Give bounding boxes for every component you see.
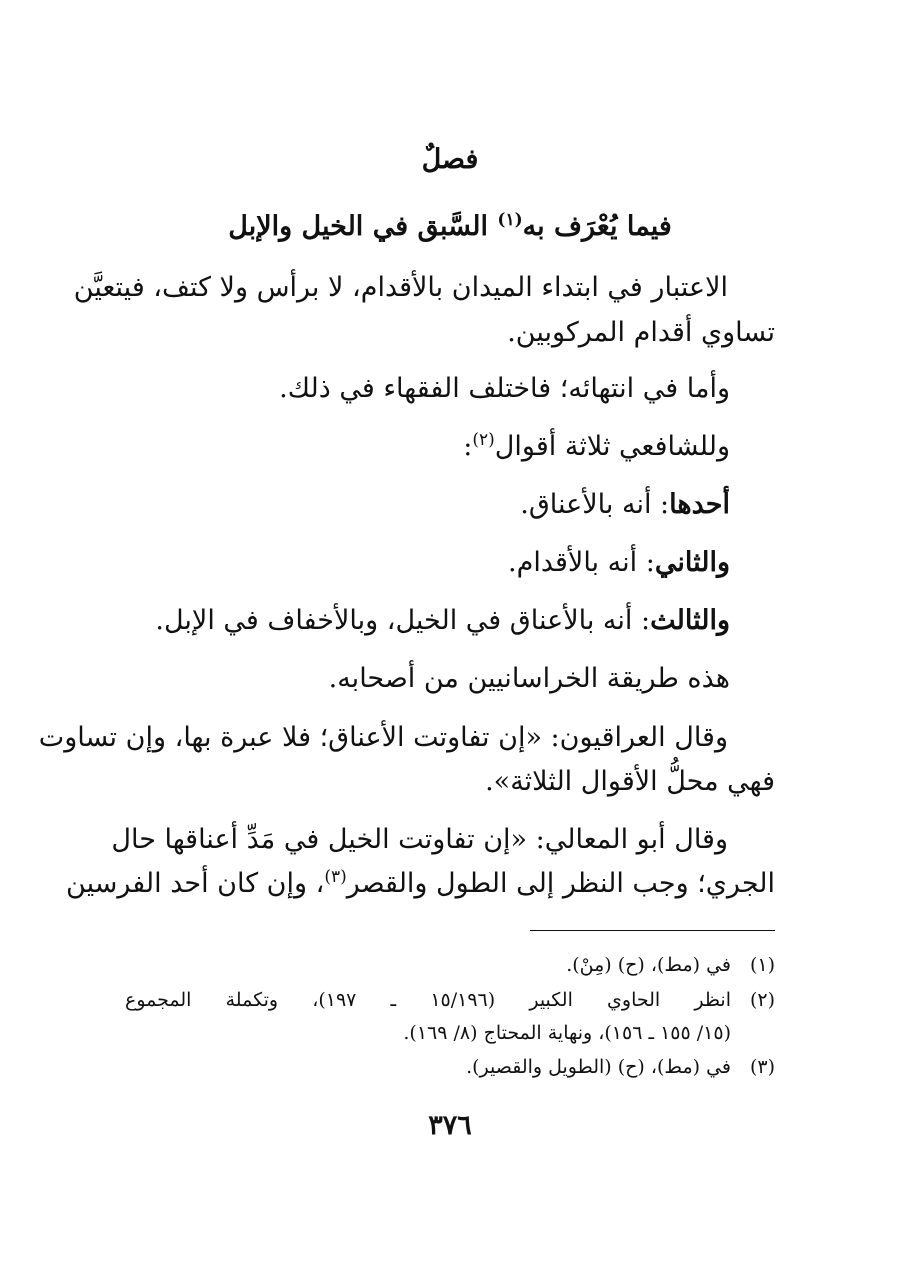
paragraph-3 xyxy=(125,425,730,469)
paragraph-2 xyxy=(125,367,730,411)
footnote-3 xyxy=(125,1052,775,1082)
paragraph-4 xyxy=(125,483,730,527)
paragraph-9-line-2 xyxy=(66,862,775,906)
paragraph-text: ، وإن كان أحد الفرسين xyxy=(66,868,325,899)
paragraph-text: : أنه بالأعناق في الخيل، وبالأخفاف في الإبل. xyxy=(155,605,651,636)
paragraph-text: الاعتبار في ابتداء الميدان بالأقدام، لا برأس ولا كتف، فيتعيَّن xyxy=(73,272,728,303)
footnote-number: (٣) xyxy=(749,1056,775,1078)
subheading-text-end: السَّبق في الخيل والإبل xyxy=(228,211,498,242)
paragraph-1-line-1 xyxy=(73,266,728,310)
paragraph-8-line-2 xyxy=(125,760,775,804)
paragraph-text: فهي محلُّ الأقوال الثلاثة». xyxy=(485,766,775,797)
paragraph-text: وللشافعي ثلاثة أقوال xyxy=(494,431,730,462)
paragraph-text: الجري؛ وجب النظر إلى الطول والقصر xyxy=(346,868,775,899)
page-number: ٣٧٦ xyxy=(428,1110,472,1141)
section-subheading xyxy=(125,205,775,249)
footnote-ref-2: (٢) xyxy=(472,430,495,450)
subheading-text-start: فيما يُعْرَف به xyxy=(522,211,672,242)
paragraph-text: تساوي أقدام المركوبين. xyxy=(507,317,775,348)
paragraph-9-line-1 xyxy=(111,818,728,862)
paragraph-text: : أنه بالأعناق. xyxy=(520,489,670,520)
paragraph-6 xyxy=(125,599,730,643)
paragraph-5 xyxy=(125,541,730,585)
paragraph-1-line-2 xyxy=(125,311,775,355)
footnote-2 xyxy=(125,985,775,1015)
footnote-number: (٢) xyxy=(749,989,775,1011)
footnote-2-continued xyxy=(125,1018,731,1048)
footnote-text: (١٥/ ١٥٥ ـ ١٥٦)، ونهاية المحتاج (٨/ ١٦٩). xyxy=(403,1022,731,1044)
section-heading-text: فصلٌ xyxy=(421,144,479,175)
paragraph-8-line-1 xyxy=(38,716,728,760)
footnote-1 xyxy=(125,950,775,980)
paragraph-7 xyxy=(125,657,730,701)
footnote-separator xyxy=(530,930,775,931)
footnote-ref-3: (٣) xyxy=(324,867,347,887)
footnote-text: في (مط)، (ح) (الطويل والقصير). xyxy=(466,1056,731,1078)
footnote-text: انظر الحاوي الكبير (١٥/١٩٦ ـ ١٩٧)، وتكملة المجموع xyxy=(125,989,731,1011)
paragraph-text: وقال أبو المعالي: «إن تفاوتت الخيل في مَدِّ أعناقها حال xyxy=(111,824,728,855)
paragraph-text: هذه طريقة الخراسانيين من أصحابه. xyxy=(328,663,730,694)
section-heading xyxy=(125,138,775,182)
paragraph-text: وأما في انتهائه؛ فاختلف الفقهاء في ذلك. xyxy=(279,373,730,404)
footnote-text: في (مط)، (ح) (مِنْ). xyxy=(566,954,731,976)
list-label: أحدها xyxy=(669,489,730,520)
list-label: والثالث xyxy=(650,605,730,636)
list-label: والثاني xyxy=(654,547,730,578)
footnote-ref-1: (١) xyxy=(497,210,523,230)
paragraph-text: وقال العراقيون: «إن تفاوتت الأعناق؛ فلا عبرة بها، وإن تساوت xyxy=(38,722,728,753)
paragraph-colon: : xyxy=(463,431,473,462)
footnote-number: (١) xyxy=(749,954,775,976)
paragraph-text: : أنه بالأقدام. xyxy=(508,547,655,578)
